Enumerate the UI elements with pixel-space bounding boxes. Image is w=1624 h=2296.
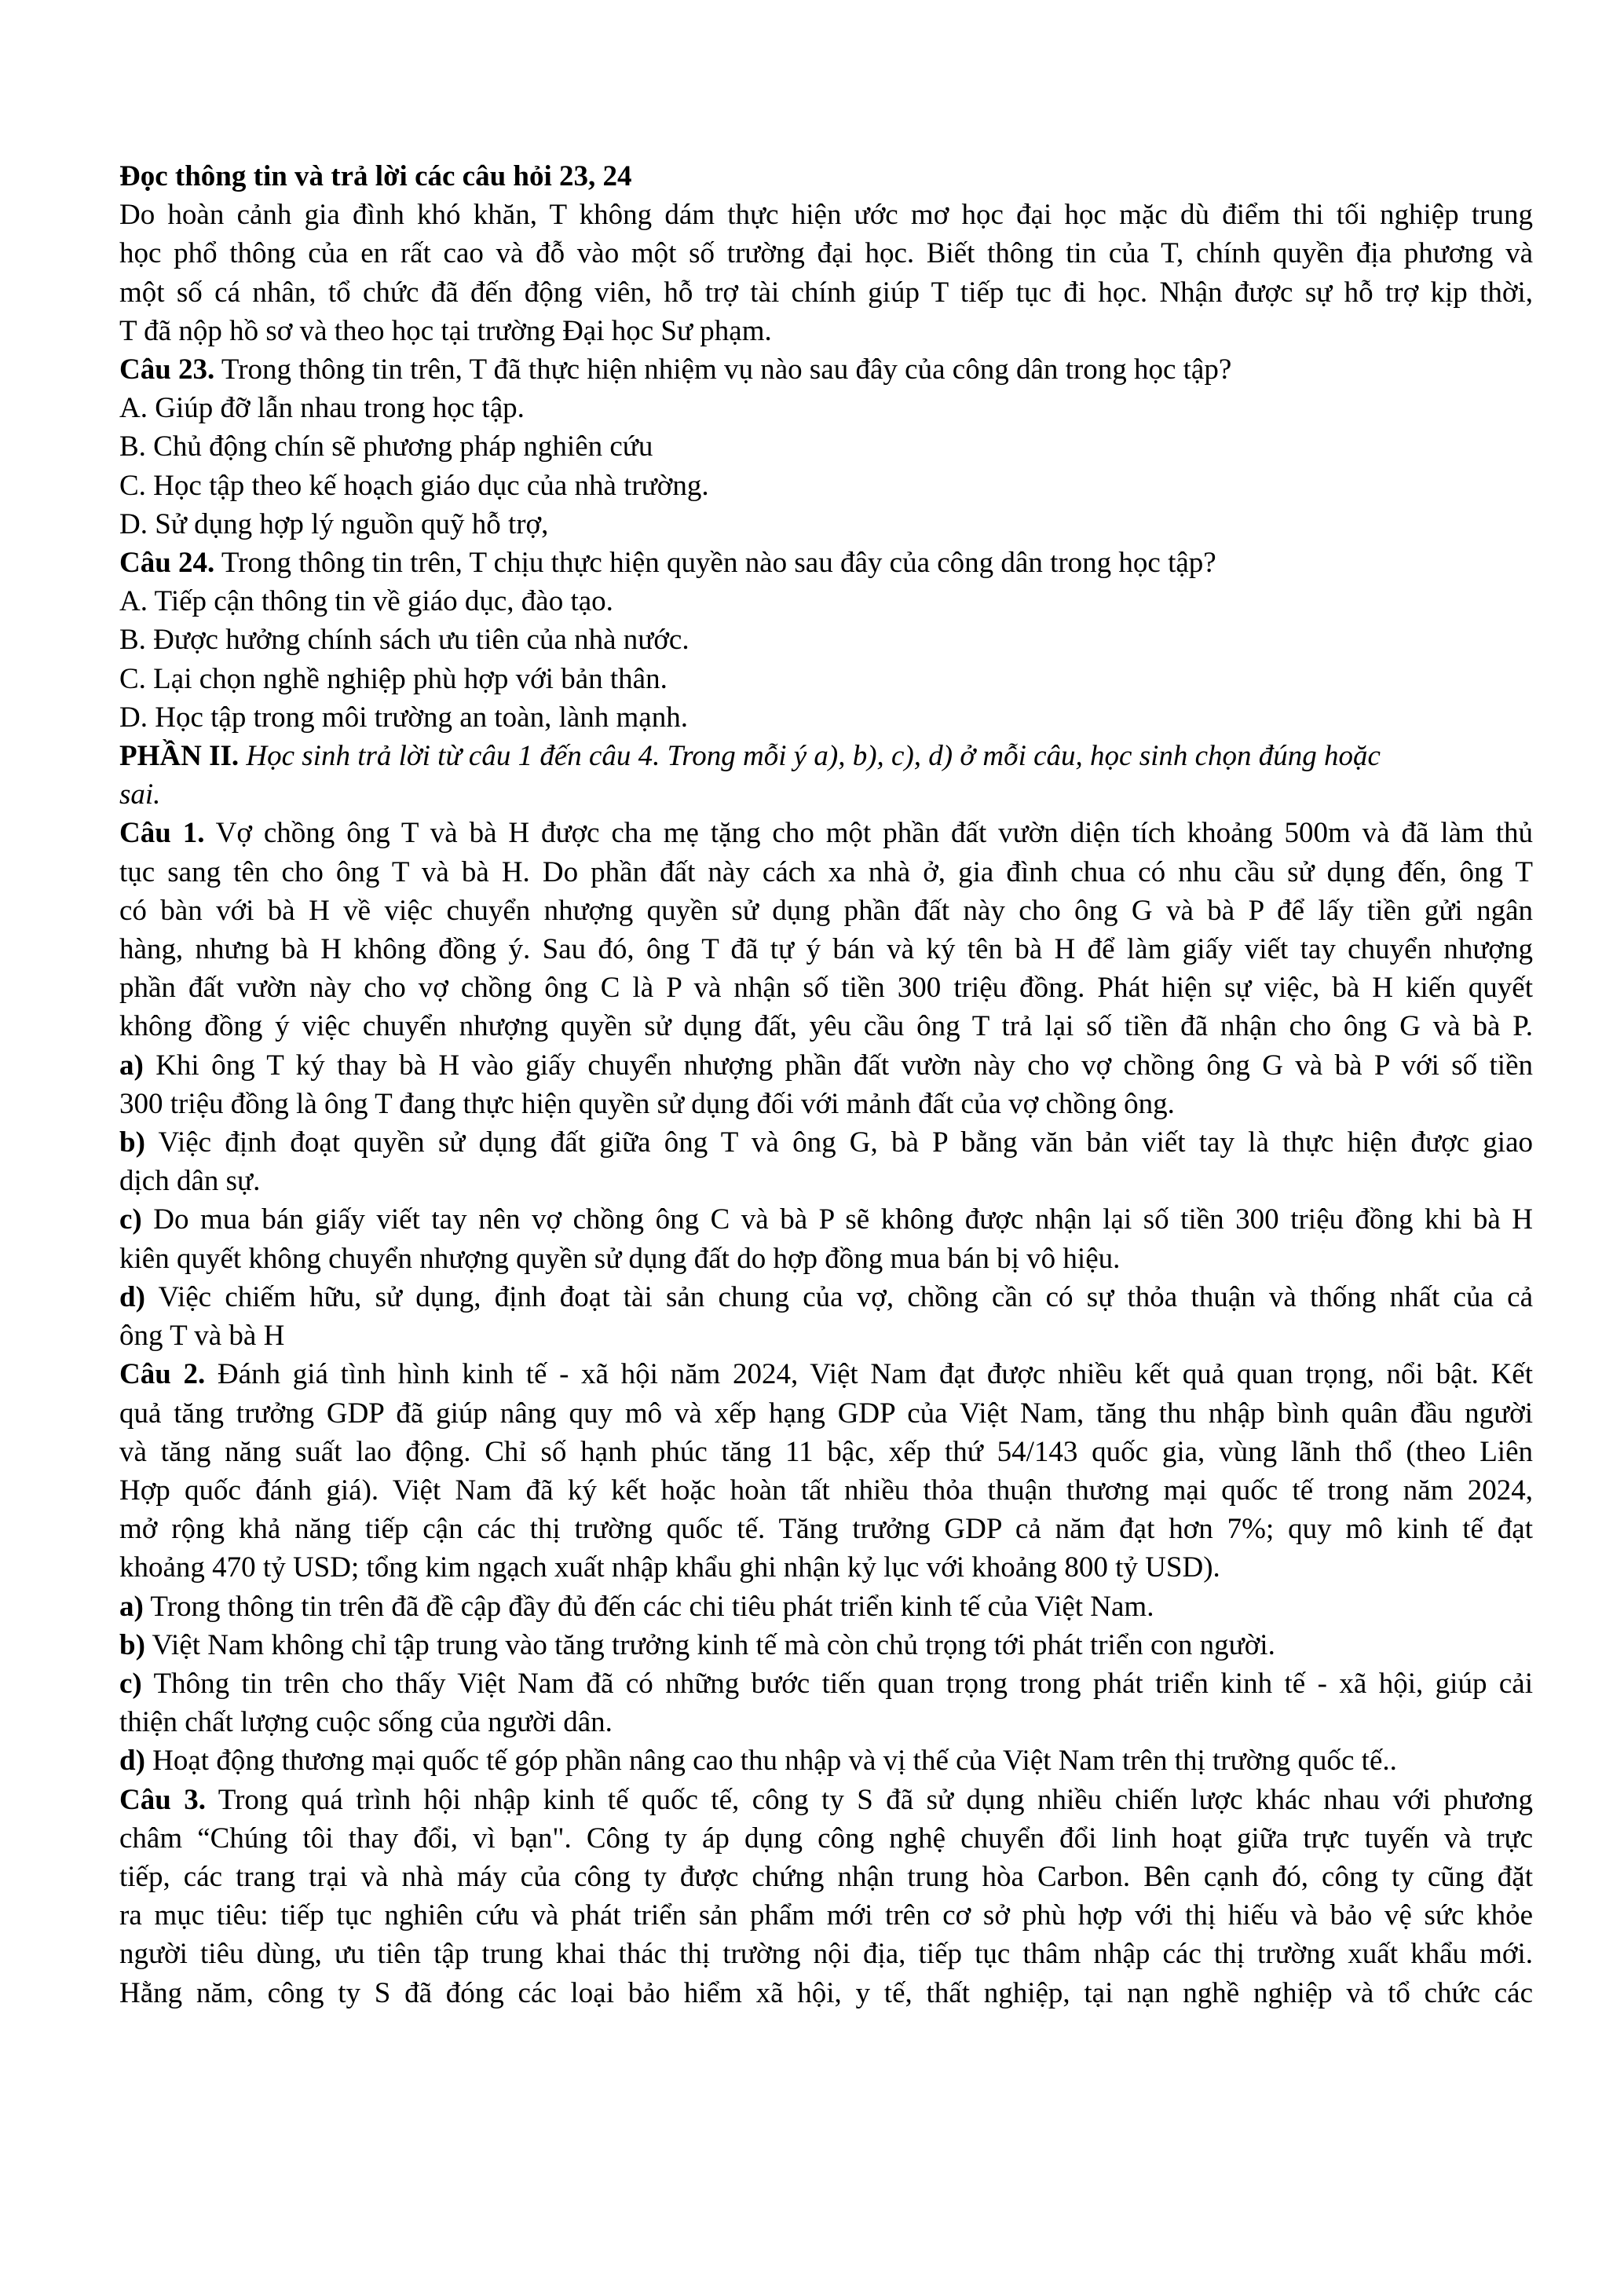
section-heading: Đọc thông tin và trả lời các câu hỏi 23, 24 xyxy=(119,160,632,192)
option-a: A. Giúp đỡ lẫn nhau trong học tập. xyxy=(119,392,525,425)
question-24 xyxy=(119,544,1533,582)
statement-b-cont: dịch dân sự. xyxy=(119,1165,261,1198)
statement-marker: c) xyxy=(119,1667,142,1700)
intro-line: một số cá nhân, tổ chức đã đến động viên, hỗ trợ tài chính giúp T tiếp tục đi học. Nhận được sự hỗ trợ kịp thời, xyxy=(119,276,1533,309)
question-1-line: phần đất vườn này cho vợ chồng ông C là P và nhận số tiền 300 triệu đồng. Phát hiện sự việc, bà H kiến quyết xyxy=(119,972,1533,1005)
question-2 xyxy=(119,1355,1533,1393)
question-text: Trong thông tin trên, T đã thực hiện nhiệm vụ nào sau đây của công dân trong học tập? xyxy=(214,353,1232,386)
part-2-heading xyxy=(119,737,1533,775)
option-d: D. Sử dụng hợp lý nguồn quỹ hỗ trợ, xyxy=(119,507,549,540)
question-text: Trong quá trình hội nhập kinh tế quốc tế, công ty S đã sử dụng nhiều chiến lược khác nhau với phương xyxy=(206,1783,1533,1816)
question-1-line: tục sang tên cho ông T và bà H. Do phần đất này cách xa nhà ở, gia đình chua có nhu cầu sử dụng đến, ông T xyxy=(119,855,1533,888)
question-2-line: khoảng 470 tỷ USD; tổng kim ngạch xuất nhập khẩu ghi nhận kỷ lục với khoảng 800 tỷ USD). xyxy=(119,1551,1220,1584)
question-label: Câu 2. xyxy=(119,1358,206,1391)
statement-a: a) Trong thông tin trên đã đề cập đầy đủ đến các chi tiêu phát triển kinh tế của Việt Nam. xyxy=(119,1590,1154,1623)
question-1 xyxy=(119,814,1533,852)
option-c: C. Học tập theo kế hoạch giáo dục của nhà trường. xyxy=(119,469,709,502)
intro-line: học phổ thông của en rất cao và đỗ vào một số trường đại học. Biết thông tin của T, chính quyền địa phương và xyxy=(119,237,1533,270)
part-instructions: Học sinh trả lời từ câu 1 đến câu 4. Trong mỗi ý a), b), c), d) ở mỗi câu, học sinh chọn đúng hoặc xyxy=(239,740,1381,773)
question-3-line: châm “Chúng tôi thay đổi, vì bạn". Công ty áp dụng công nghệ chuyển đổi linh hoạt giữa trực tuyến và trực xyxy=(119,1822,1533,1855)
part-label: PHẦN II. xyxy=(119,740,240,773)
intro-line: T đã nộp hồ sơ và theo học tại trường Đại học Sư phạm. xyxy=(119,314,772,347)
statement-a-cont: 300 triệu đồng là ông T đang thực hiện quyền sử dụng đối với mảnh đất của vợ chồng ông. xyxy=(119,1087,1175,1120)
option-a: A. Tiếp cận thông tin về giáo dục, đào tạo. xyxy=(119,585,613,618)
statement-marker: a) xyxy=(119,1049,144,1082)
statement-b: b) Việc định đoạt quyền sử dụng đất giữa ông T và ông G, bà P bằng văn bản viết tay là thực hiện được giao xyxy=(119,1126,1533,1159)
statement-d: d) Việc chiếm hữu, sử dụng, định đoạt tài sản chung của vợ, chồng cần có sự thỏa thuận và thống nhất của cả xyxy=(119,1280,1533,1313)
document-page xyxy=(119,157,1533,2012)
question-text: Vợ chồng ông T và bà H được cha mẹ tặng cho một phần đất vườn diện tích khoảng 500m và đã làm thủ xyxy=(204,817,1533,850)
question-3-line: người tiêu dùng, ưu tiên tập trung khai thác thị trường nội địa, tiếp tục thâm nhập các thị trường xuất khẩu mới. xyxy=(119,1938,1533,1971)
statement-marker: d) xyxy=(119,1280,145,1313)
question-1-line: không đồng ý việc chuyển nhượng quyền sử dụng đất, yêu cầu ông T trả lại số tiền đã nhận cho ông G và bà P. xyxy=(119,1010,1533,1043)
question-2-line: quả tăng trưởng GDP đã giúp nâng quy mô và xếp hạng GDP của Việt Nam, tăng thu nhập bình quân đầu người xyxy=(119,1397,1533,1430)
option-d: D. Học tập trong môi trường an toàn, lành mạnh. xyxy=(119,701,688,734)
option-b: B. Được hưởng chính sách ưu tiên của nhà nước. xyxy=(119,624,689,657)
question-1-line: có bàn với bà H về việc chuyển nhượng quyền sử dụng phần đất này cho ông G và bà P để lấy tiền gửi ngân xyxy=(119,894,1533,927)
statement-marker: d) xyxy=(119,1745,145,1778)
question-23 xyxy=(119,350,1533,389)
statement-c: c) Do mua bán giấy viết tay nên vợ chồng ông C và bà P sẽ không được nhận lại số tiền 300 triệu đồng khi bà H xyxy=(119,1203,1533,1236)
question-label: Câu 23. xyxy=(119,353,215,386)
statement-marker: b) xyxy=(119,1628,145,1661)
question-text: Đánh giá tình hình kinh tế - xã hội năm 2024, Việt Nam đạt được nhiều kết quả quan trọng, nổi bật. Kết xyxy=(205,1358,1533,1391)
statement-marker: c) xyxy=(119,1203,142,1236)
statement-d-cont: ông T và bà H xyxy=(119,1320,285,1353)
question-2-line: và tăng năng suất lao động. Chỉ số hạnh phúc tăng 11 bậc, xếp thứ 54/143 quốc gia, vùng lãnh thổ (theo Liên xyxy=(119,1435,1533,1468)
question-2-line: Hợp quốc đánh giá). Việt Nam đã ký kết hoặc hoàn tất nhiều thỏa thuận thương mại quốc tế trong năm 2024, xyxy=(119,1474,1533,1507)
statement-c: c) Thông tin trên cho thấy Việt Nam đã có những bước tiến quan trọng trong phát triển kinh tế - xã hội, giúp cải xyxy=(119,1667,1533,1700)
question-3-line: tiếp, các trang trại và nhà máy của công ty được chứng nhận trung hòa Carbon. Bên cạnh đó, công ty cũng đặt xyxy=(119,1860,1533,1893)
question-2-line: mở rộng khả năng tiếp cận các thị trường quốc tế. Tăng trưởng GDP cả năm đạt hơn 7%; quy mô kinh tế đạt xyxy=(119,1513,1533,1546)
statement-a: a) Khi ông T ký thay bà H vào giấy chuyển nhượng phần đất vườn này cho vợ chồng ông G và bà P với số tiền xyxy=(119,1049,1533,1082)
question-3 xyxy=(119,1781,1533,1819)
statement-marker: b) xyxy=(119,1126,145,1159)
option-c: C. Lại chọn nghề nghiệp phù hợp với bản thân. xyxy=(119,662,668,695)
question-label: Câu 1. xyxy=(119,817,205,850)
statement-c-cont: kiên quyết không chuyển nhượng quyền sử dụng đất do hợp đồng mua bán bị vô hiệu. xyxy=(119,1242,1121,1275)
question-text: Trong thông tin trên, T chịu thực hiện quyền nào sau đây của công dân trong học tập? xyxy=(214,547,1216,580)
part-instructions-cont: sai. xyxy=(119,778,161,811)
statement-c-cont: thiện chất lượng cuộc sống của người dân. xyxy=(119,1706,613,1739)
intro-line: Do hoàn cảnh gia đình khó khăn, T không dám thực hiện ước mơ học đại học mặc dù điểm thi tối nghiệp trung xyxy=(119,199,1533,232)
question-label: Câu 24. xyxy=(119,547,215,580)
question-1-line: hàng, nhưng bà H không đồng ý. Sau đó, ông T đã tự ý bán và ký tên bà H để làm giấy viết tay chuyển nhượng xyxy=(119,933,1533,966)
option-b: B. Chủ động chín sẽ phương pháp nghiên cứu xyxy=(119,430,653,463)
statement-d: d) Hoạt động thương mại quốc tế góp phần nâng cao thu nhập và vị thế của Việt Nam trên thị trường quốc tế.. xyxy=(119,1745,1397,1778)
statement-b: b) Việt Nam không chỉ tập trung vào tăng trưởng kinh tế mà còn chủ trọng tới phát triển con người. xyxy=(119,1628,1275,1661)
question-3-line: ra mục tiêu: tiếp tục nghiên cứu và phát triển sản phẩm mới trên cơ sở phù hợp với thị hiếu và bảo vệ sức khỏe xyxy=(119,1899,1533,1932)
question-label: Câu 3. xyxy=(119,1783,206,1816)
statement-marker: a) xyxy=(119,1590,144,1623)
question-3-line: Hằng năm, công ty S đã đóng các loại bảo hiểm xã hội, y tế, thất nghiệp, tại nạn nghề nghiệp và tổ chức các xyxy=(119,1976,1533,2009)
